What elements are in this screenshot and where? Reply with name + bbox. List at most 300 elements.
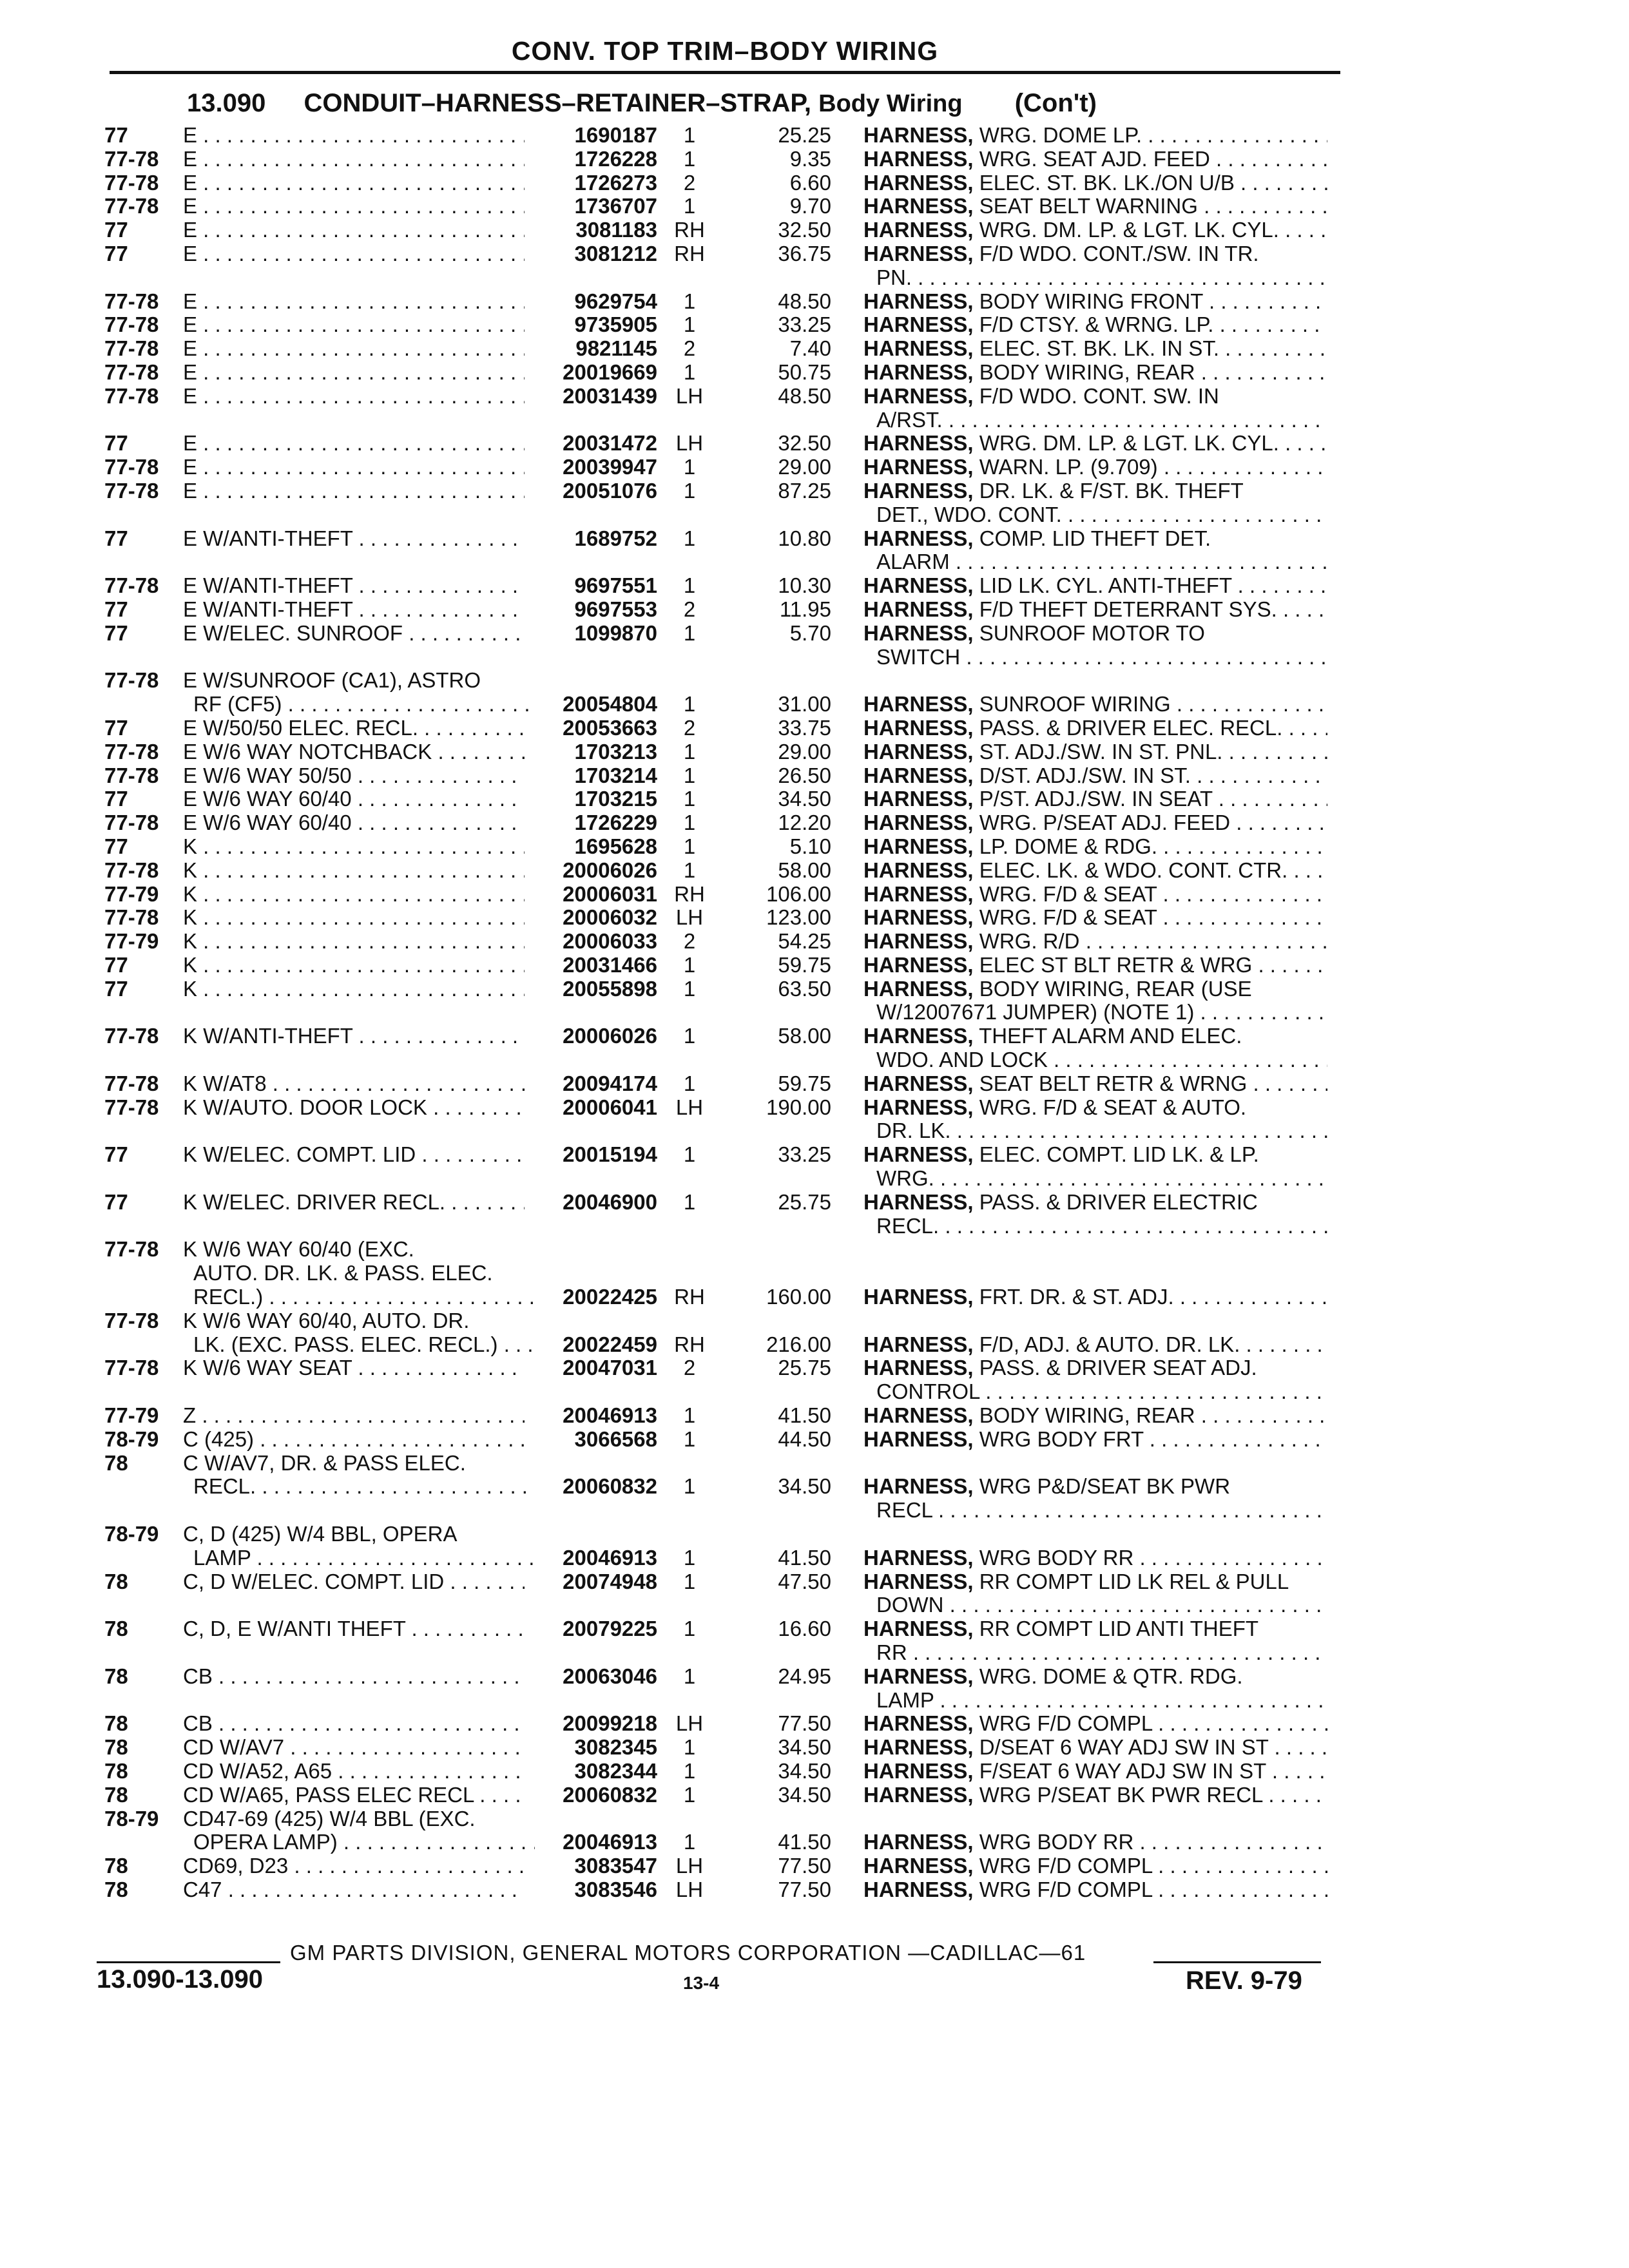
row-year: 77-78 bbox=[104, 858, 159, 882]
row-model: E . . . bbox=[183, 290, 525, 314]
row-part-number: 20031472 bbox=[563, 431, 657, 456]
table-row bbox=[0, 1191, 1629, 1215]
row-description-prefix: HARNESS, bbox=[863, 1095, 974, 1119]
row-description bbox=[863, 527, 1327, 551]
row-year: 78 bbox=[104, 1711, 128, 1736]
row-part-number: 9735905 bbox=[574, 312, 657, 337]
row-description-text: ELEC. LK. & WDO. CONT. CTR. bbox=[979, 858, 1288, 882]
table-row bbox=[0, 1617, 1629, 1641]
row-description-continued: W/12007671 JUMPER) (NOTE 1) . . . bbox=[876, 1001, 1327, 1024]
row-part-number: 20006031 bbox=[563, 881, 657, 906]
row-description-text: WRG BODY RR bbox=[979, 1546, 1134, 1570]
row-description-continued: SWITCH . . . bbox=[876, 646, 1327, 669]
row-year: 78 bbox=[104, 1617, 128, 1641]
row-description-prefix: HARNESS, bbox=[863, 1475, 974, 1499]
row-description-text: WRG. DM. LP. & LGT. LK. CYL. bbox=[979, 432, 1279, 456]
row-description bbox=[863, 124, 1327, 148]
row-description-prefix: HARNESS, bbox=[863, 787, 974, 811]
row-description-continued: CONTROL . . . bbox=[876, 1380, 1327, 1404]
row-year: 77-79 bbox=[104, 929, 159, 954]
row-part-number: 20006026 bbox=[563, 858, 657, 882]
row-description-prefix: HARNESS, bbox=[863, 337, 974, 361]
row-quantity: 1 bbox=[683, 620, 696, 645]
row-model: CD69, D23 . . . bbox=[183, 1854, 525, 1878]
row-model: E W/ANTI-THEFT . . . bbox=[183, 527, 525, 551]
row-description-text: FRT. DR. & ST. ADJ. bbox=[979, 1285, 1174, 1309]
row-quantity: 1 bbox=[683, 811, 696, 835]
row-description bbox=[863, 1072, 1327, 1096]
row-quantity: RH bbox=[674, 1332, 705, 1356]
row-description bbox=[863, 1356, 1327, 1380]
row-quantity: 1 bbox=[683, 1735, 696, 1760]
row-quantity: 1 bbox=[683, 289, 696, 313]
row-quantity: 1 bbox=[683, 1474, 696, 1499]
row-model: K W/ANTI-THEFT . . . bbox=[183, 1024, 525, 1048]
row-description-prefix: HARNESS, bbox=[863, 740, 974, 764]
row-model: E W/6 WAY 60/40 . . . bbox=[183, 811, 525, 835]
row-description-text: WRG. DOME LP. bbox=[979, 124, 1142, 147]
row-model: K W/6 WAY SEAT . . . bbox=[183, 1356, 525, 1380]
row-description-text: SUNROOF WIRING bbox=[979, 693, 1171, 716]
row-price: 87.25 bbox=[778, 478, 831, 503]
table-row bbox=[0, 1546, 1629, 1570]
row-description bbox=[863, 479, 1327, 503]
row-year: 77 bbox=[104, 218, 128, 242]
table-row bbox=[0, 1428, 1629, 1452]
table-row-continuation bbox=[0, 1689, 1629, 1713]
row-part-number: 20015194 bbox=[563, 1142, 657, 1167]
row-year: 77-78 bbox=[104, 146, 159, 171]
row-model: RECL.) . . . bbox=[193, 1285, 535, 1309]
row-price: 25.25 bbox=[778, 123, 831, 147]
row-description bbox=[863, 1285, 1327, 1309]
table-row bbox=[0, 977, 1629, 1001]
row-quantity: 1 bbox=[683, 1545, 696, 1570]
row-quantity: 1 bbox=[683, 1142, 696, 1167]
row-description-text: ELEC. ST. BK. LK./ON U/B bbox=[979, 171, 1235, 195]
row-part-number: 20046913 bbox=[563, 1403, 657, 1428]
row-price: 48.50 bbox=[778, 289, 831, 313]
row-price: 58.00 bbox=[778, 858, 831, 882]
row-description-prefix: HARNESS, bbox=[863, 1404, 974, 1428]
table-row bbox=[0, 218, 1629, 242]
row-quantity: LH bbox=[675, 383, 704, 408]
row-description-prefix: HARNESS, bbox=[863, 1854, 974, 1878]
row-part-number: 1726229 bbox=[574, 811, 657, 835]
row-description-prefix: HARNESS, bbox=[863, 1783, 974, 1807]
row-quantity: 1 bbox=[683, 787, 696, 811]
row-price: 77.50 bbox=[778, 1877, 831, 1901]
row-description-prefix: HARNESS, bbox=[863, 1617, 974, 1641]
row-quantity: 1 bbox=[683, 455, 696, 479]
row-price: 106.00 bbox=[766, 881, 831, 906]
row-description bbox=[863, 598, 1327, 622]
row-description-text: WARN. LP. (9.709) bbox=[979, 456, 1158, 479]
row-price: 123.00 bbox=[766, 905, 831, 930]
table-row bbox=[0, 764, 1629, 788]
row-description bbox=[863, 1570, 1327, 1594]
row-description-prefix: HARNESS, bbox=[863, 1332, 974, 1356]
row-price: 41.50 bbox=[778, 1830, 831, 1854]
row-description bbox=[863, 290, 1327, 314]
table-row-continuation bbox=[0, 1499, 1629, 1523]
row-description bbox=[863, 835, 1327, 859]
row-description bbox=[863, 883, 1327, 907]
row-part-number: 20051076 bbox=[563, 478, 657, 503]
table-row bbox=[0, 693, 1629, 716]
table-row-continuation bbox=[0, 1641, 1629, 1665]
row-price: 47.50 bbox=[778, 1569, 831, 1593]
row-part-number: 20031439 bbox=[563, 383, 657, 408]
table-row bbox=[0, 1096, 1629, 1120]
row-part-number: 20006032 bbox=[563, 905, 657, 930]
row-description-continued: RECL. . . . bbox=[876, 1215, 1327, 1238]
row-year: 77-78 bbox=[104, 455, 159, 479]
table-row bbox=[0, 432, 1629, 456]
row-price: 29.00 bbox=[778, 739, 831, 764]
row-year: 77-78 bbox=[104, 1071, 159, 1095]
row-model: E . . . bbox=[183, 148, 525, 171]
row-description bbox=[863, 432, 1327, 456]
table-row bbox=[0, 1072, 1629, 1096]
row-part-number: 1726228 bbox=[574, 146, 657, 171]
table-row bbox=[0, 835, 1629, 859]
row-description-text: WRG F/D COMPL bbox=[979, 1878, 1152, 1901]
row-part-number: 1736707 bbox=[574, 194, 657, 218]
page-header: CONV. TOP TRIM–BODY WIRING bbox=[511, 36, 939, 66]
row-description-prefix: HARNESS, bbox=[863, 1072, 974, 1095]
row-price: 24.95 bbox=[778, 1664, 831, 1688]
table-row bbox=[0, 1878, 1629, 1902]
row-description bbox=[863, 1831, 1327, 1854]
row-description-prefix: HARNESS, bbox=[863, 384, 974, 408]
row-quantity: 1 bbox=[683, 123, 696, 147]
table-row-continuation bbox=[0, 1048, 1629, 1072]
table-row bbox=[0, 1404, 1629, 1428]
row-description-prefix: HARNESS, bbox=[863, 953, 974, 977]
row-quantity: 1 bbox=[683, 1427, 696, 1451]
row-year: 78 bbox=[104, 1877, 128, 1901]
row-price: 12.20 bbox=[778, 811, 831, 835]
row-part-number: 20060832 bbox=[563, 1782, 657, 1807]
row-part-number: 3066568 bbox=[574, 1427, 657, 1451]
row-quantity: 2 bbox=[683, 715, 696, 740]
row-price: 25.75 bbox=[778, 1189, 831, 1214]
footer-rule-left bbox=[97, 1961, 280, 1963]
row-description-prefix: HARNESS, bbox=[863, 1356, 974, 1380]
row-year: 77-78 bbox=[104, 383, 159, 408]
row-model: C, D (425) W/4 BBL, OPERA bbox=[183, 1523, 458, 1546]
row-price: 7.40 bbox=[789, 336, 831, 361]
row-model: E . . . bbox=[183, 218, 525, 242]
row-price: 25.75 bbox=[778, 1356, 831, 1380]
row-description-prefix: HARNESS, bbox=[863, 834, 974, 858]
row-description-text: LP. DOME & RDG. bbox=[979, 834, 1157, 858]
table-row bbox=[0, 1523, 1629, 1546]
row-description-prefix: HARNESS, bbox=[863, 977, 974, 1001]
row-description-text: SEAT BELT WARNING bbox=[979, 195, 1198, 218]
row-description bbox=[863, 195, 1327, 218]
row-description bbox=[863, 1783, 1327, 1807]
row-description-text: ELEC ST BLT RETR & WRG bbox=[979, 953, 1253, 977]
row-description-text: WRG F/D COMPL bbox=[979, 1854, 1152, 1878]
row-description-prefix: HARNESS, bbox=[863, 526, 974, 550]
row-model: K . . . bbox=[183, 906, 525, 930]
row-part-number: 20074948 bbox=[563, 1569, 657, 1593]
row-year: 77-78 bbox=[104, 289, 159, 313]
footer-page-number: 13-4 bbox=[683, 1973, 720, 1993]
row-price: 26.50 bbox=[778, 763, 831, 787]
row-year: 77-78 bbox=[104, 811, 159, 835]
row-model: K . . . bbox=[183, 859, 525, 883]
table-row bbox=[0, 527, 1629, 551]
row-part-number: 3083547 bbox=[574, 1854, 657, 1878]
row-model: RF (CF5) . . . bbox=[193, 693, 535, 716]
row-description bbox=[863, 1878, 1327, 1902]
row-description-continued: A/RST. . . . bbox=[876, 408, 1327, 432]
row-description-text: WRG F/D COMPL bbox=[979, 1712, 1152, 1736]
table-row bbox=[0, 148, 1629, 171]
row-description bbox=[863, 1428, 1327, 1452]
table-row bbox=[0, 598, 1629, 622]
row-part-number: 9697551 bbox=[574, 573, 657, 598]
row-part-number: 20047031 bbox=[563, 1356, 657, 1380]
row-part-number: 1695628 bbox=[574, 834, 657, 858]
row-quantity: 2 bbox=[683, 336, 696, 361]
row-quantity: 1 bbox=[683, 763, 696, 787]
row-description-prefix: HARNESS, bbox=[863, 764, 974, 787]
row-description bbox=[863, 1404, 1327, 1428]
table-row bbox=[0, 930, 1629, 954]
row-model: E . . . bbox=[183, 432, 525, 456]
section-continued: (Con't) bbox=[1014, 89, 1097, 117]
row-part-number: 1703214 bbox=[574, 763, 657, 787]
row-price: 32.50 bbox=[778, 218, 831, 242]
row-description-text: COMP. LID THEFT DET. bbox=[979, 526, 1211, 550]
table-row bbox=[0, 1831, 1629, 1854]
row-year: 77-78 bbox=[104, 668, 159, 693]
table-row bbox=[0, 171, 1629, 195]
row-description bbox=[863, 1024, 1327, 1048]
table-row bbox=[0, 1712, 1629, 1736]
row-description-text: WRG. DOME & QTR. RDG. bbox=[979, 1664, 1243, 1688]
row-quantity: 1 bbox=[683, 976, 696, 1001]
table-row bbox=[0, 361, 1629, 385]
row-description-text: WRG P&D/SEAT BK PWR bbox=[979, 1475, 1231, 1499]
row-part-number: 9697553 bbox=[574, 597, 657, 621]
row-quantity: 1 bbox=[683, 1617, 696, 1641]
row-description-text: WRG. P/SEAT ADJ. FEED bbox=[979, 811, 1231, 835]
table-row bbox=[0, 456, 1629, 479]
row-price: 34.50 bbox=[778, 1758, 831, 1783]
row-description-continued: RR . . . bbox=[876, 1641, 1327, 1665]
row-part-number: 20054804 bbox=[563, 692, 657, 716]
row-model: K W/ELEC. DRIVER RECL. . . . bbox=[183, 1191, 525, 1215]
footer-section-range: 13.090-13.090 bbox=[97, 1965, 264, 1994]
section-number: 13.090 bbox=[187, 89, 266, 117]
row-year: 77 bbox=[104, 241, 128, 265]
row-description bbox=[863, 218, 1327, 242]
row-year: 78 bbox=[104, 1569, 128, 1593]
row-description-prefix: HARNESS, bbox=[863, 1736, 974, 1760]
row-price: 6.60 bbox=[789, 170, 831, 195]
row-description-text: ELEC. COMPT. LID LK. & LP. bbox=[979, 1143, 1259, 1167]
row-year: 77 bbox=[104, 1142, 128, 1167]
row-description-prefix: HARNESS, bbox=[863, 811, 974, 835]
row-part-number: 9821145 bbox=[575, 336, 657, 361]
row-description bbox=[863, 385, 1327, 408]
row-year: 77-78 bbox=[104, 763, 159, 787]
row-quantity: 1 bbox=[683, 1758, 696, 1783]
row-description bbox=[863, 1760, 1327, 1783]
table-row bbox=[0, 242, 1629, 266]
table-row bbox=[0, 669, 1629, 693]
row-description bbox=[863, 622, 1327, 646]
row-part-number: 20046913 bbox=[563, 1830, 657, 1854]
section-title bbox=[187, 89, 1097, 118]
row-year: 77 bbox=[104, 597, 128, 621]
row-price: 190.00 bbox=[766, 1095, 831, 1119]
row-price: 33.25 bbox=[778, 1142, 831, 1167]
row-year: 77-78 bbox=[104, 1308, 159, 1332]
row-quantity: LH bbox=[675, 905, 704, 930]
row-price: 48.50 bbox=[778, 383, 831, 408]
row-year: 78 bbox=[104, 1854, 128, 1878]
row-year: 77-79 bbox=[104, 881, 159, 906]
row-model: C (425) . . . bbox=[183, 1428, 525, 1452]
row-quantity: 1 bbox=[683, 1071, 696, 1095]
row-description bbox=[863, 337, 1327, 361]
table-row bbox=[0, 622, 1629, 646]
row-description bbox=[863, 716, 1327, 740]
row-model: E . . . bbox=[183, 456, 525, 479]
row-description-prefix: HARNESS, bbox=[863, 930, 974, 954]
footer-rule-right bbox=[1153, 1961, 1321, 1963]
row-quantity: 1 bbox=[683, 834, 696, 858]
row-year: 77-78 bbox=[104, 336, 159, 361]
row-description-prefix: HARNESS, bbox=[863, 479, 974, 503]
row-model: E . . . bbox=[183, 313, 525, 337]
table-row-continuation bbox=[0, 646, 1629, 669]
row-model: C W/AV7, DR. & PASS ELEC. bbox=[183, 1451, 466, 1475]
row-model: K . . . bbox=[183, 930, 525, 954]
row-year: 77 bbox=[104, 526, 128, 550]
row-quantity: 2 bbox=[683, 597, 696, 621]
row-description-text: F/D CTSY. & WRNG. LP. bbox=[979, 313, 1214, 337]
row-price: 32.50 bbox=[778, 431, 831, 456]
row-year: 77 bbox=[104, 1189, 128, 1214]
row-description-text: D/ST. ADJ./SW. IN ST. bbox=[979, 764, 1191, 787]
table-row bbox=[0, 1356, 1629, 1380]
row-description-text: ST. ADJ./SW. IN ST. PNL. bbox=[979, 740, 1223, 764]
row-description-prefix: HARNESS, bbox=[863, 1024, 974, 1048]
row-model: LK. (EXC. PASS. ELEC. RECL.) . . . bbox=[193, 1333, 535, 1357]
row-description-text: WRG BODY FRT bbox=[979, 1427, 1144, 1451]
row-description-text: BODY WIRING, REAR bbox=[979, 1404, 1195, 1428]
table-row bbox=[0, 1024, 1629, 1048]
row-description bbox=[863, 1333, 1327, 1357]
row-description-text: SUNROOF MOTOR TO bbox=[979, 621, 1205, 645]
row-description bbox=[863, 930, 1327, 954]
row-price: 50.75 bbox=[778, 360, 831, 384]
row-quantity: 1 bbox=[683, 1569, 696, 1593]
row-description bbox=[863, 906, 1327, 930]
row-description-prefix: HARNESS, bbox=[863, 124, 974, 147]
table-row bbox=[0, 1665, 1629, 1689]
row-model: LAMP . . . bbox=[193, 1546, 535, 1570]
row-description-text: F/D THEFT DETERRANT SYS. bbox=[979, 597, 1277, 621]
section-name: CONDUIT–HARNESS–RETAINER–STRAP, bbox=[304, 89, 812, 117]
row-description bbox=[863, 764, 1327, 788]
row-year: 77-78 bbox=[104, 739, 159, 764]
row-part-number: 3082344 bbox=[574, 1758, 657, 1783]
row-year: 77 bbox=[104, 952, 128, 977]
row-price: 160.00 bbox=[766, 1285, 831, 1309]
row-model: E W/SUNROOF (CA1), ASTRO bbox=[183, 669, 481, 693]
row-description-prefix: HARNESS, bbox=[863, 1664, 974, 1688]
row-model: K . . . bbox=[183, 835, 525, 859]
row-year: 77 bbox=[104, 431, 128, 456]
row-model: C47 . . . bbox=[183, 1878, 525, 1902]
table-row bbox=[0, 313, 1629, 337]
row-model: E W/6 WAY 50/50 . . . bbox=[183, 764, 525, 788]
row-model: E W/ANTI-THEFT . . . bbox=[183, 574, 525, 598]
row-price: 9.70 bbox=[789, 194, 831, 218]
table-row-continuation bbox=[0, 1119, 1629, 1143]
row-description-text: P/ST. ADJ./SW. IN SEAT bbox=[979, 787, 1213, 811]
row-part-number: 20006033 bbox=[563, 929, 657, 954]
row-quantity: LH bbox=[675, 1095, 704, 1119]
row-description-continued: WRG. . . . bbox=[876, 1167, 1327, 1191]
section-subtitle: Body Wiring bbox=[818, 90, 963, 117]
row-description bbox=[863, 1736, 1327, 1760]
row-description-text: WRG BODY RR bbox=[979, 1831, 1134, 1854]
row-description bbox=[863, 361, 1327, 385]
row-quantity: 1 bbox=[683, 478, 696, 503]
row-quantity: RH bbox=[674, 1285, 705, 1309]
row-description bbox=[863, 787, 1327, 811]
row-quantity: 1 bbox=[683, 573, 696, 598]
row-description bbox=[863, 811, 1327, 835]
parts-table bbox=[0, 124, 1629, 1902]
row-year: 78 bbox=[104, 1664, 128, 1688]
row-description-text: WRG. DM. LP. & LGT. LK. CYL. bbox=[979, 218, 1279, 242]
row-model: E . . . bbox=[183, 361, 525, 385]
row-part-number: 3083546 bbox=[574, 1877, 657, 1901]
row-model: Z . . . bbox=[183, 1404, 525, 1428]
row-description-continued: DOWN . . . bbox=[876, 1593, 1327, 1617]
row-description-prefix: HARNESS, bbox=[863, 171, 974, 195]
row-model: RECL. . . . bbox=[193, 1475, 535, 1499]
row-year: 77-78 bbox=[104, 573, 159, 598]
row-part-number: 20022459 bbox=[563, 1332, 657, 1356]
row-description-text: RR COMPT LID LK REL & PULL bbox=[979, 1570, 1289, 1593]
row-description-continued: LAMP . . . bbox=[876, 1689, 1327, 1713]
row-description-prefix: HARNESS, bbox=[863, 882, 974, 906]
row-year: 77 bbox=[104, 620, 128, 645]
row-price: 5.10 bbox=[789, 834, 831, 858]
row-model: E W/ANTI-THEFT . . . bbox=[183, 598, 525, 622]
row-model: CB . . . bbox=[183, 1665, 525, 1689]
table-row bbox=[0, 574, 1629, 598]
row-year: 77-78 bbox=[104, 905, 159, 930]
table-row bbox=[0, 1854, 1629, 1878]
row-part-number: 20094174 bbox=[563, 1071, 657, 1095]
row-model: E . . . bbox=[183, 385, 525, 408]
row-model: E . . . bbox=[183, 479, 525, 503]
table-row bbox=[0, 124, 1629, 148]
row-model: AUTO. DR. LK. & PASS. ELEC. bbox=[193, 1262, 493, 1285]
